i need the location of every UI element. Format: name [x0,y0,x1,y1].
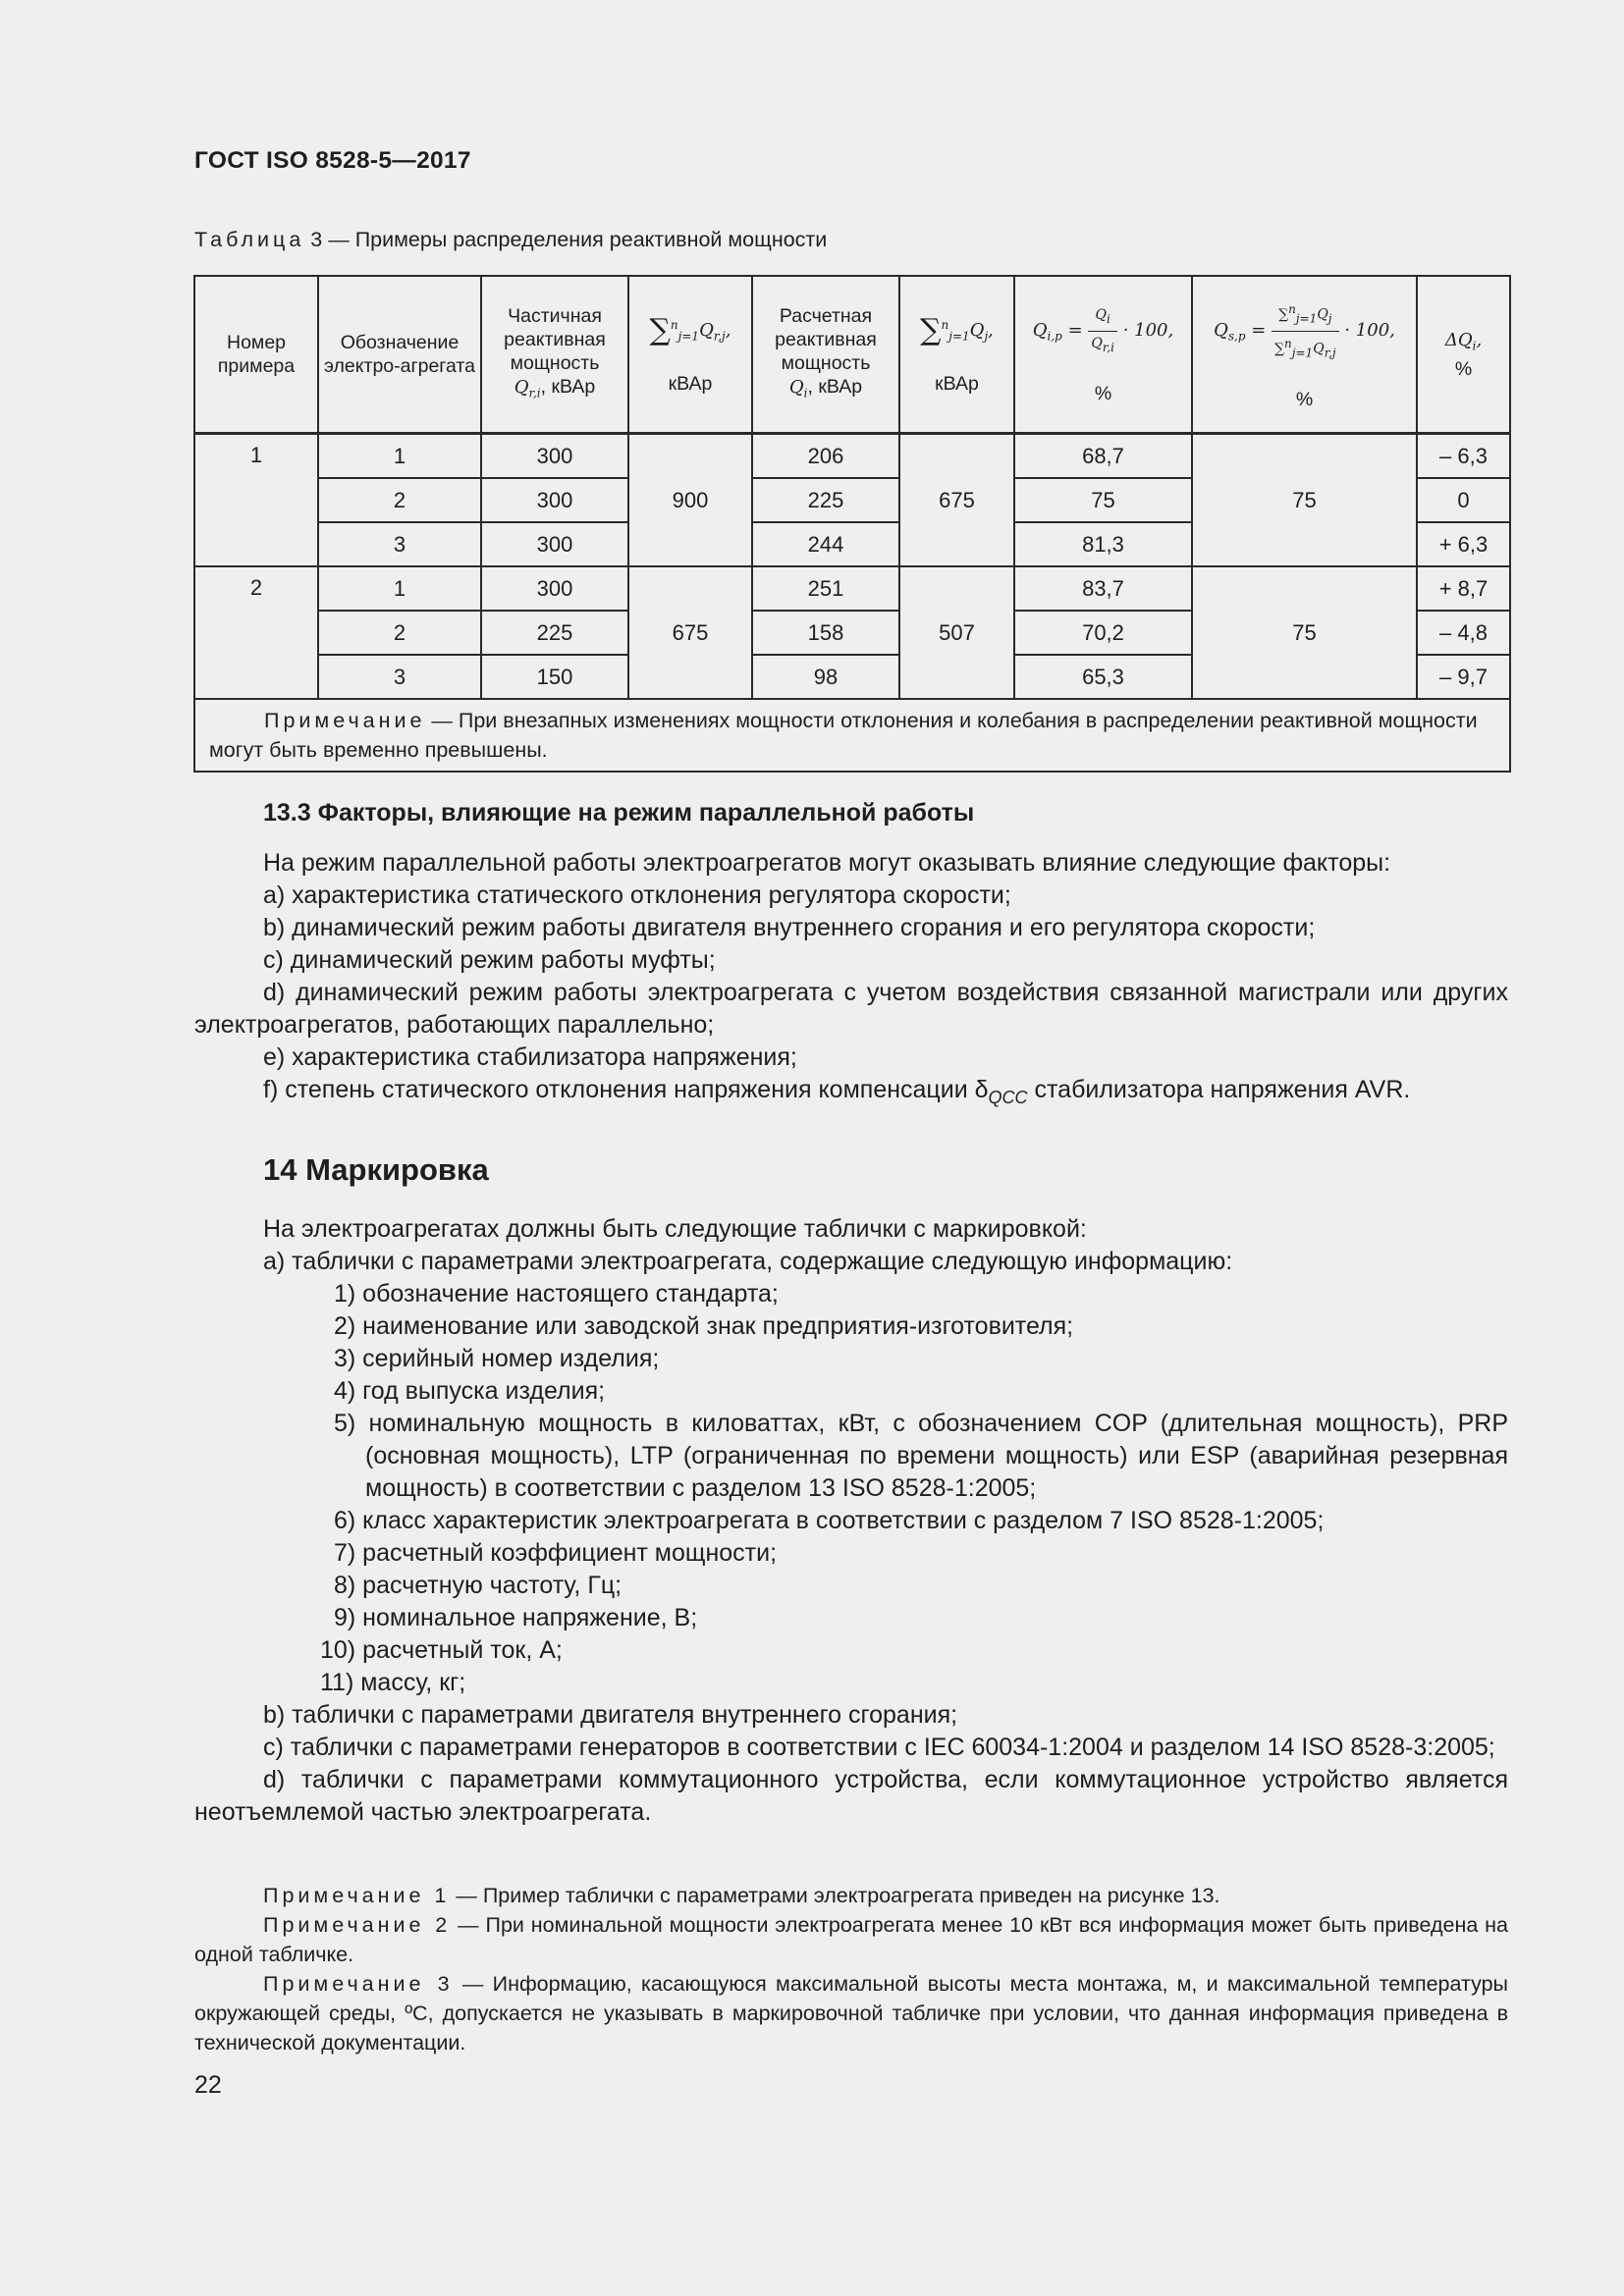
marking-subitem: 4) год выпуска изделия; [334,1377,606,1405]
section-14-heading: 14 Маркировка [263,1152,489,1187]
cell-qip: 70,2 [1014,611,1192,655]
cell-qi: 244 [752,522,899,566]
cell-unit: 3 [318,522,481,566]
section-13-3-intro: На режим параллельной работы электроагрегатов могут оказывать влияние следующие факторы: [263,849,1391,877]
header-qip [1014,276,1192,434]
header-calc-unit: , кВАр [807,375,863,398]
sum-qi-formula: $\sum^n_{j=1}Q_j$, [920,313,994,348]
header-delta-q [1417,276,1510,434]
qi-symbol: $Q_i$ [788,376,808,400]
header-sum-qr [628,276,752,434]
note-text: — При номинальной мощности электроагрегата менее 10 кВт вся информация может быть приведена на одной табличке. [194,1913,1508,1966]
note [194,1910,1508,1969]
section-13-3-heading: 13.3 Факторы, влияющие на режим параллельной работы [263,799,975,827]
factor-item: b) динамический режим работы двигателя внутреннего сгорания и его регулятора скорости; [263,914,1316,941]
cell-qr: 300 [481,522,628,566]
marking-subitem: 3) серийный номер изделия; [334,1345,660,1372]
factor-item: d) динамический режим работы электроагрегата с учетом воздействия связанной магистрали или других электроагрегатов, работающих параллельно; [194,979,1508,1039]
cell-delta-q: – 6,3 [1417,434,1510,479]
cell-sum-qi: 675 [899,434,1014,567]
factor-item: e) характеристика стабилизатора напряжения; [263,1043,797,1071]
header-qsp [1192,276,1417,434]
cell-qr: 225 [481,611,628,655]
table-row [194,566,1510,611]
section-13-3-body [194,847,1508,1114]
note-label: Примечание 1 [263,1884,451,1907]
note-text: — Пример таблички с параметрами электроагрегата приведен на рисунке 13. [450,1884,1220,1907]
marking-subitem: 7) расчетный коэффициент мощности; [334,1539,778,1567]
cell-example: 1 [194,434,318,567]
marking-subitem: 2) наименование или заводской знак предприятия-изготовителя; [334,1312,1074,1340]
cell-qi: 251 [752,566,899,611]
cell-sum-qr: 900 [628,434,752,567]
cell-qi: 206 [752,434,899,479]
marking-item-a: a) таблички с параметрами электроагрегата, содержащие следующую информацию: [263,1248,1233,1275]
cell-unit: 1 [318,434,481,479]
factor-item: c) динамический режим работы муфты; [263,946,716,974]
header-partial-reactive-power [481,276,628,434]
marking-subitem: 9) номинальное напряжение, В; [334,1604,698,1631]
marking-item-d: d) таблички с параметрами коммутационного устройства, если коммутационное устройство является неотъемлемой частью электроагрегата. [194,1766,1508,1826]
cell-delta-q: – 9,7 [1417,655,1510,699]
cell-delta-q: – 4,8 [1417,611,1510,655]
header-sum-qr-unit: кВАр [668,372,713,395]
cell-sum-qi: 507 [899,566,1014,699]
marking-subitem: 10) расчетный ток, А; [320,1636,563,1664]
cell-sum-qr: 675 [628,566,752,699]
marking-subitem: 11) массу, кг; [320,1669,466,1696]
document-header: ГОСТ ISO 8528-5—2017 [194,147,471,174]
cell-unit: 2 [318,611,481,655]
marking-subitem: 1) обозначение настоящего стандарта; [334,1280,779,1308]
header-delta-q-unit: % [1454,358,1473,381]
table-header-row [194,276,1510,434]
cell-qr: 300 [481,566,628,611]
section-14-notes [194,1881,1508,2057]
header-calc-reactive-power [752,276,899,434]
cell-unit: 1 [318,566,481,611]
reactive-power-table [193,275,1511,773]
cell-example: 2 [194,566,318,699]
header-partial-unit: , кВАр [540,375,596,398]
marking-item-c: c) таблички с параметрами генераторов в соответствии с IEC 60034-1:2004 и разделом 14 ISO 8528-3:2005; [263,1734,1495,1761]
note [194,1969,1508,2057]
cell-qip: 81,3 [1014,522,1192,566]
note-label: Примечание 3 [263,1972,454,1996]
delta-qcc-symbol [974,1076,1028,1107]
section-14-intro: На электроагрегатах должны быть следующие таблички с маркировкой: [263,1215,1087,1243]
cell-qr: 300 [481,434,628,479]
cell-qip: 75 [1014,478,1192,522]
table-row [194,434,1510,479]
qcc-subscript: QCC [988,1088,1028,1107]
factor-f-tail: стабилизатора напряжения AVR. [1027,1076,1411,1103]
marking-subitem: 6) класс характеристик электроагрегата в соответствии с разделом 7 ISO 8528-1:2005; [334,1507,1325,1534]
factor-item-f [194,1074,1508,1114]
cell-delta-q: + 6,3 [1417,522,1510,566]
cell-qsp: 75 [1192,434,1417,567]
cell-unit: 3 [318,655,481,699]
qri-symbol: $Q_{r,i}$ [514,376,541,400]
cell-unit: 2 [318,478,481,522]
cell-qr: 300 [481,478,628,522]
header-sum-qi [899,276,1014,434]
section-14-body [194,1213,1508,1829]
table-caption [194,228,827,252]
table-note-text: — При внезапных изменениях мощности отклонения и колебания в распределении реактивной мощности могут быть временно превышены. [209,709,1478,762]
cell-qip: 65,3 [1014,655,1192,699]
factor-f-text: f) степень статического отклонения напряжения компенсации [263,1076,975,1103]
marking-subitem: 5) номинальную мощность в киловаттах, кВт, с обозначением COP (длительная мощность), PRP (основная мощность), LTP (ограниченная по времени мощность) или ESP (аварийная резервная мощность) в соответствии с разделом 13 ISO 8528-1:2005; [334,1410,1508,1502]
table-note-row [194,699,1510,772]
cell-qip: 83,7 [1014,566,1192,611]
header-qip-unit: % [1094,383,1112,405]
marking-item-b: b) таблички с параметрами двигателя внутреннего сгорания; [263,1701,958,1729]
cell-delta-q: 0 [1417,478,1510,522]
cell-qi: 98 [752,655,899,699]
marking-subitem: 8) расчетную частоту, Гц; [334,1572,623,1599]
header-sum-qi-unit: кВАр [935,372,979,395]
page-number: 22 [194,2071,222,2099]
cell-delta-q: + 8,7 [1417,566,1510,611]
header-calc-text: Расчетная реактивная мощность [775,304,877,374]
sum-qr-formula: $\sum^n_{j=1}Q_{r,j}$, [649,313,731,348]
table-note [194,699,1510,772]
note-text: — Информацию, касающуюся максимальной высоты места монтажа, м, и максимальной температуры окружающей среды, ºС, допускается не указывать в маркировочной табличке при условии, что данная информация приведена в технической документации. [194,1972,1508,2055]
header-partial-text: Частичная реактивная мощность [504,304,606,374]
note [194,1881,1508,1910]
delta-q-symbol: $\Delta Q_i$, [1444,329,1483,353]
header-qsp-unit: % [1295,388,1314,410]
qip-formula: $Q_{i,p}$ = $\frac{Q_i}{Q_{r,i}}$ · 100, [1033,320,1173,341]
factor-item: a) характеристика статического отклонения регулятора скорости; [263,881,1011,909]
table-note-label: Примечание [264,709,426,732]
table-caption-label: Таблица [194,228,305,251]
cell-qi: 158 [752,611,899,655]
cell-qip: 68,7 [1014,434,1192,479]
note-label: Примечание 2 [263,1913,452,1937]
cell-qi: 225 [752,478,899,522]
header-unit-designation: Обозначение электро-агрегата [318,276,481,434]
delta-symbol: δ [974,1076,989,1103]
cell-qsp: 75 [1192,566,1417,699]
cell-qr: 150 [481,655,628,699]
qsp-formula: $Q_{s,p}$ = $\frac{\sum^n_{j=1}Q_j}{\sum^n_{j=1}Q_{r,j}}$ · 100, [1214,320,1395,341]
table-caption-text: 3 — Примеры распределения реактивной мощности [310,228,828,251]
header-example-number: Номер примера [194,276,318,434]
